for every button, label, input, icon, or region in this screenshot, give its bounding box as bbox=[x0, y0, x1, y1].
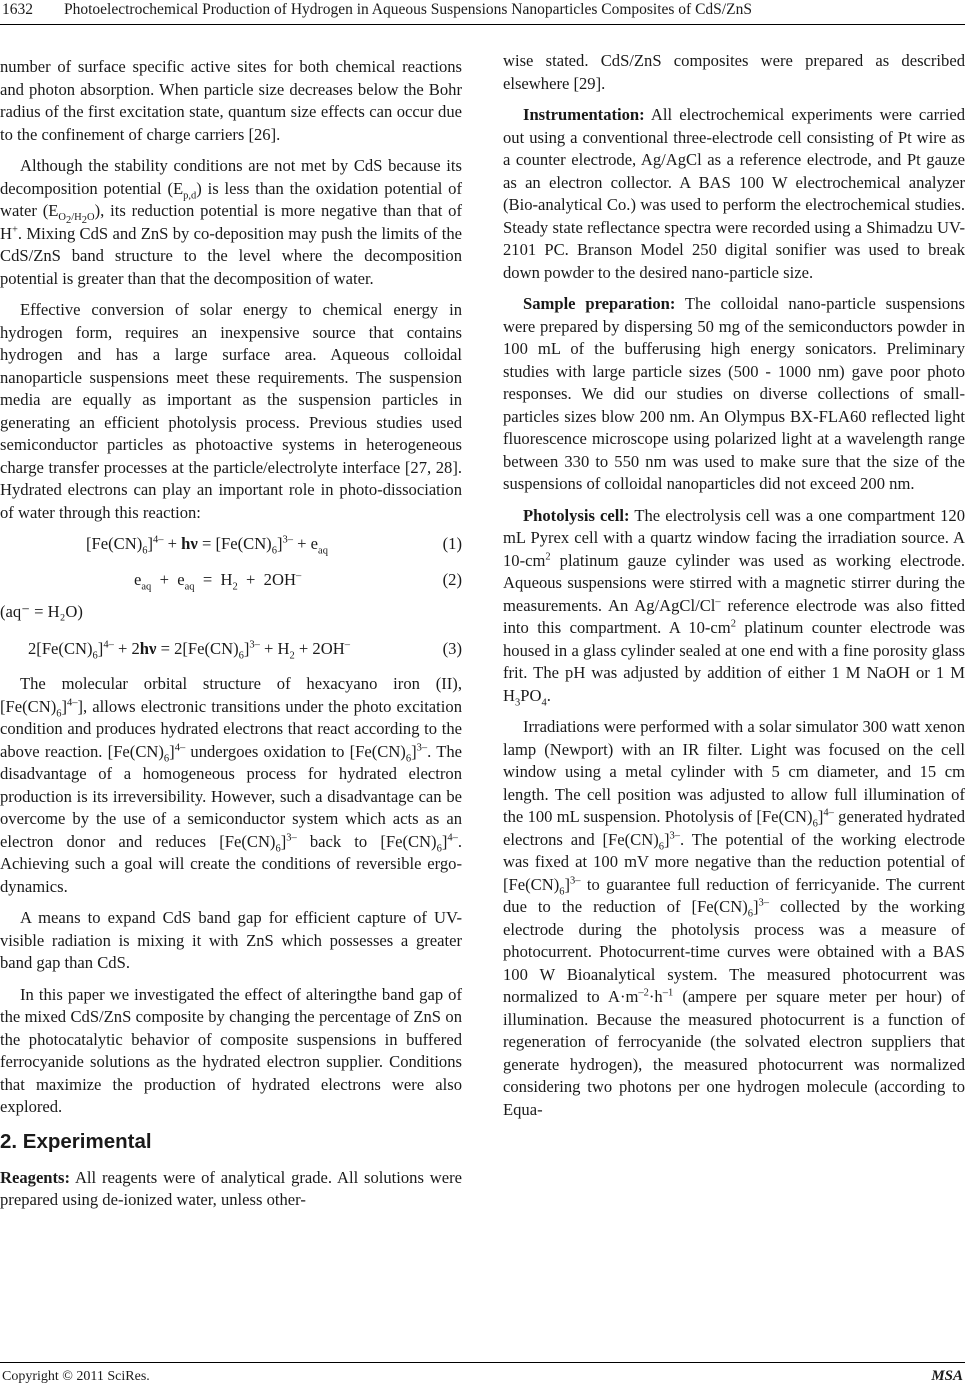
right-column bbox=[503, 50, 965, 1130]
equation-2-number: (2) bbox=[442, 569, 462, 589]
paragraph-solar-conversion: Effective conversion of solar energy to chemical energy in hydrogen form, requires an inexpensive source that contains hydrogen and has a large surface area. Aqueous colloidal nanoparticle suspensions meet these requirements. The suspension media are equally as important as the suspension particles in generating an efficient photolysis process. Previous studies used semiconductor particles as photoactive systems in heterogeneous charge transfer processes at the particle/electrolyte interface [27, 28]. Hydrated electrons can play an important role in photo-dissociation of water through this reaction: bbox=[0, 300, 462, 522]
equation-note: (aq⁻ = H₂O) bbox=[0, 602, 83, 621]
copyright: Copyright © 2011 SciRes. bbox=[2, 1369, 150, 1384]
left-column bbox=[0, 56, 462, 1221]
paragraph-reagents-continued: wise stated. CdS/ZnS composites were prepared as described elsewhere [29]. bbox=[503, 51, 965, 93]
running-title: Photoelectrochemical Production of Hydrogen in Aqueous Suspensions Nanoparticles Composites of CdS/ZnS bbox=[64, 1, 752, 18]
page-header bbox=[0, 0, 965, 26]
page-footer bbox=[0, 1362, 965, 1386]
header-rule bbox=[0, 24, 965, 25]
equation-2: $e_{aq} + e_{aq} = H_2 + 2OH^-$ (2) bbox=[134, 569, 462, 592]
paragraph-stability: Although the stability conditions are not met by CdS because its decomposition potential $(E_{p,d})$ is less than the oxidation potential of water $(E_{O_2/H_2O})$, its reduction potential is more negative than that of H+. Mixing CdS and ZnS by co-deposition may push the limits of the CdS/ZnS band structure to the level where the decomposition potential is greater than that the decomposition of water. bbox=[0, 156, 462, 288]
paragraph-reagents: Reagents: All reagents were of analytical grade. All solutions were prepared using de-ionized water, unless other- bbox=[0, 1167, 462, 1209]
paragraph-intro-continued: number of surface specific active sites for both chemical reactions and photon absorption. When particle size decreases below the Bohr radius of the first excitation state, quantum size effects can occur due to the confinement of charge carriers [26]. bbox=[0, 57, 462, 144]
journal-abbrev: MSA bbox=[931, 1368, 963, 1384]
paragraph-photolysis-cell: Photolysis cell: The electrolysis cell was a one compartment 120 mL Pyrex cell with a quartz window facing the irradiation source. A $10-cm^2$ platinum gauze cylinder was used as working electrode. Aqueous suspensions were stirred with a magnetic stirrer during the measurements. An Ag/AgCl/Cl– reference electrode was also fitted into this compartment. A $10-cm^2$ platinum counter electrode was housed in a glass cylinder sealed at one end with a fine porosity glass frit. The pH was adjusted by addition of either 1 M NaOH or 1 M $H_3PO_4$. bbox=[503, 505, 965, 708]
paragraph-instrumentation: Instrumentation: All electrochemical experiments were carried out using a conventional three-electrode cell consisting of Pt wire as a counter electrode, Ag/AgCl as a reference electrode, and Pt gauze as an electron collector. A BAS 100 W electrochemical analyzer (Bio-analytical Co.) was used to perform the electrochemical studies. Steady state reflectance spectra were recorded using a Shimadzu UV-2101 PC. Branson Model 250 digital sonifier was used to break down powder to the desired nano-particle size. bbox=[503, 105, 965, 282]
paragraph-sample-preparation: Sample preparation: The colloidal nano-particle suspensions were prepared by dispersing 50 mg of the semiconductors powder in 100 mL of the bufferusing high energy sonicators. Preliminary studies with large particle sizes (500 - 1000 nm) gave poor photo responses. We did our studies on diverse collections of small-particles sizes blow 200 nm. An Olympus BX-FLA60 reflected light fluorescence microscope using polarized light at a wavelength range between 330 to 550 nm was used to make sure that the size of the suspensions of colloidal nanoparticles did not exceed 200 nm. bbox=[503, 294, 965, 493]
equation-1: $[Fe(CN)_6]^{4-} + h\nu = [Fe(CN)_6]^{3-} + e_{aq}$ (1) bbox=[86, 534, 462, 557]
paragraph-molecular-orbital: The molecular orbital structure of hexacyano iron (II), $[Fe(CN)_6]^{4-}$], allows electronic transitions under the photo excitation condition and produces hydrated electrons that react according to the above reaction. $[Fe(CN)_6]^{4-}$ undergoes oxidation to $[Fe(CN)_6]^{3-}$. The disadvantage of a homogeneous process for hydrated electron production is its irreversibility. However, such a disadvantage can be overcome by the use of a semiconductor system which acts as an electron donor and reduces $[Fe(CN)_6]^{3-}$ back to $[Fe(CN)_6]^{4-}$. Achieving such a goal will create the conditions of reversible ergo-dynamics. bbox=[0, 674, 463, 896]
page-number: 1632 bbox=[2, 1, 33, 18]
paragraph-band-gap: A means to expand CdS band gap for efficient capture of UV-visible radiation is mixing it with ZnS which possesses a greater band gap than CdS. bbox=[0, 908, 462, 972]
eo2-h2o-subscript: O2/H2O bbox=[58, 212, 95, 227]
paragraph-this-paper: In this paper we investigated the effect of alteringthe band gap of the mixed CdS/ZnS composite by changing the percentage of ZnS on the photocatalytic behavior of composite suspensions in buffered ferrocyanide solutions as the hydrated electron supplier. Conditions that maximize the production of hydrated electrons were also explored. bbox=[0, 984, 462, 1116]
equation-3: $2[Fe(CN)_6]^{4-} + 2h\nu = 2[Fe(CN)_6]^{3-} + H_2 + 2OH^-$ (3) bbox=[28, 638, 462, 661]
footer-rule bbox=[0, 1362, 965, 1363]
section-heading-experimental: 2. Experimental bbox=[0, 1129, 152, 1153]
paragraph-irradiations: Irradiations were performed with a solar simulator 300 watt xenon lamp (Newport) with an IR filter. Light was focused on the cell window using a metal cylinder with 5 cm diameter, and 15 cm length. The cell position was adjusted to allow full illumination of the 100 mL suspension. Photolysis of $[Fe(CN)_6]^{4-}$ generated hydrated electrons and $[Fe(CN)_6]^{3-}$. The potential of the working electrode was fixed at 100 mV more negative than the reduction potential of $[Fe(CN)_6]^{3-}$ to guarantee full reduction of ferricyanide. The current due to the reduction of $[Fe(CN)_6]^{3-}$ collected by the working electrode during the photolysis process was a measure of photocurrent. Photocurrent-time curves were obtained with a BAS 100 W Bioanalytical system. The measured photocurrent was normalized to $A\cdot m^{-2}\cdot h^{-1}$ (ampere per square meter per hour) of illumination. Because the measured photocurrent is a function of regeneration of ferrocyanide (the solvated electron suppliers that generate hydrogen), the measured photocurrent was normalized considering two photons per one hydrogen molecule (according to Equa- bbox=[503, 717, 965, 1119]
equation-3-number: (3) bbox=[442, 638, 462, 658]
equation-1-number: (1) bbox=[442, 534, 462, 553]
